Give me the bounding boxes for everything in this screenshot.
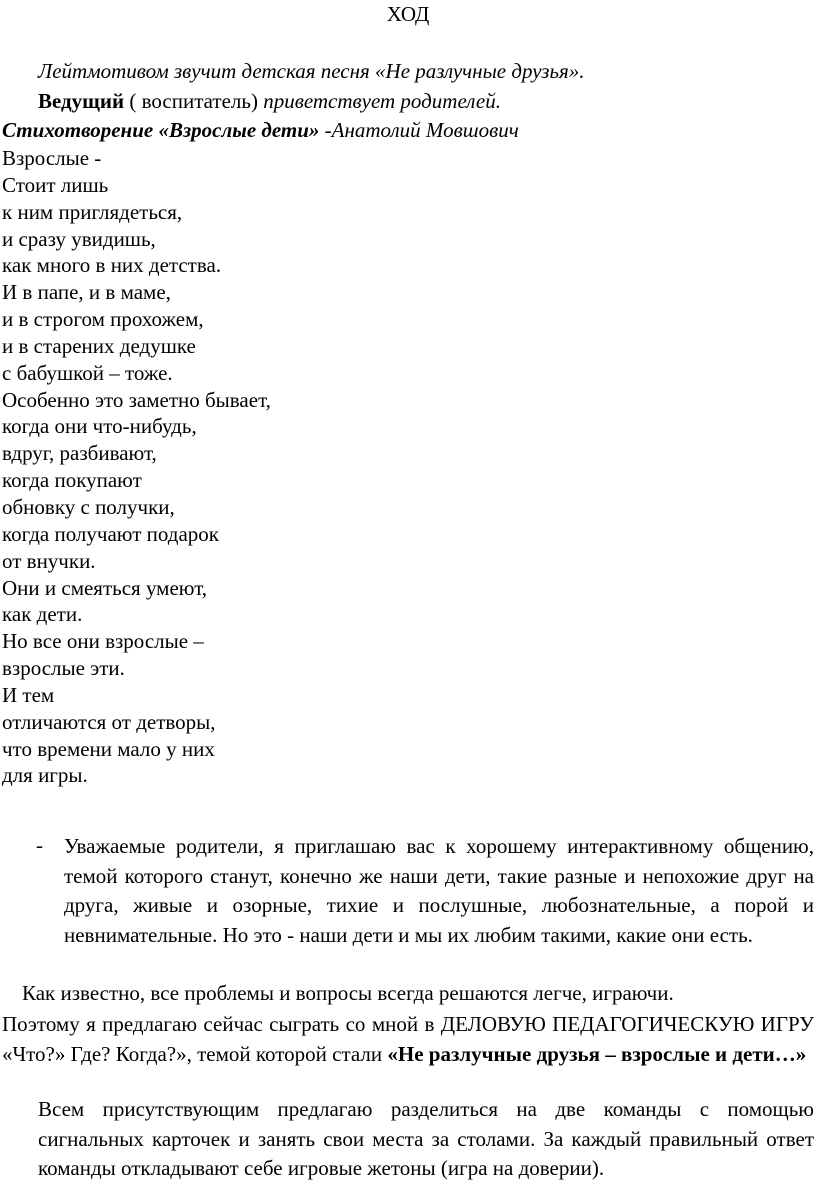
poem-line: И тем: [2, 682, 55, 707]
poem-line: Особенно это заметно бывает,: [2, 387, 271, 412]
poem-line: когда получают подарок: [2, 521, 219, 546]
poem-line: взрослые эти.: [2, 656, 125, 681]
poem-line: И в папе, и в маме,: [2, 280, 171, 305]
poem-line: Они и смеяться умеют,: [2, 575, 208, 600]
poem-line: как много в них детства.: [2, 253, 222, 278]
poem-heading: [2, 117, 519, 144]
poem-line: как дети.: [2, 602, 83, 627]
host-line: [38, 88, 501, 115]
page-title: ХОД: [386, 2, 430, 26]
poem-title: Стихотворение «Взрослые дети»: [2, 118, 320, 142]
host-role: Ведущий: [38, 89, 125, 113]
poem-line: что времени мало у них: [2, 736, 215, 761]
intro-line: Лейтмотивом звучит детская песня «Не разлучные друзья».: [38, 59, 585, 83]
host-action: приветствует родителей.: [263, 89, 501, 113]
poem-line: отличаются от детворы,: [2, 709, 216, 734]
poem-line: обновку с получки,: [2, 494, 175, 519]
poem-body: [2, 145, 271, 789]
poem-line: к ним приглядеться,: [2, 199, 183, 224]
game-text: Поэтому я предлагаю сейчас сыграть со мной в ДЕЛОВУЮ ПЕДАГОГИЧЕСКУЮ ИГРУ «Что?» Где? Когда?», темой которой стали: [2, 1012, 814, 1066]
poem-line: вдруг, разбивают,: [2, 441, 157, 466]
paragraph-known: Как известно, все проблемы и вопросы всегда решаются легче, играючи.: [22, 981, 674, 1005]
poem-line: Взрослые -: [2, 146, 102, 170]
poem-line: Стоит лишь: [2, 172, 109, 197]
poem-line: и сразу увидишь,: [2, 226, 156, 251]
poem-line: и в старених дедушке: [2, 333, 196, 358]
poem-line: когда они что-нибудь,: [2, 414, 197, 439]
poem-line: для игры.: [2, 763, 88, 788]
poem-line: от внучки.: [2, 548, 96, 573]
list-bullet: -: [36, 833, 43, 857]
paragraph-game: [2, 1010, 814, 1069]
game-theme: «Не разлучные друзья – взрослые и дети…»: [387, 1041, 807, 1066]
address-text: Уважаемые родители, я приглашаю вас к хорошему интерактивному общению, темой которого станут, конечно же наши дети, такие разные и непохожие друг на друга, живые и озорные, тихие и послушные, любознательные, а порой и невнимательные. Но это - наши дети и мы их любим такими, какие они есть.: [64, 834, 814, 947]
poem-line: с бабушкой – тоже.: [2, 360, 173, 385]
poem-author: -Анатолий Мовшович: [319, 118, 519, 142]
paragraph-teams: Всем присутствующим предлагаю разделиться на две команды с помощью сигнальных карточек и занять свои места за столами. За каждый правильный ответ команды откладывают себе игровые жетоны (игра на доверии).: [38, 1097, 814, 1180]
poem-line: Но все они взрослые –: [2, 629, 204, 654]
host-note: ( воспитатель): [124, 89, 264, 113]
poem-line: и в строгом прохожем,: [2, 307, 204, 332]
poem-line: когда покупают: [2, 468, 142, 493]
